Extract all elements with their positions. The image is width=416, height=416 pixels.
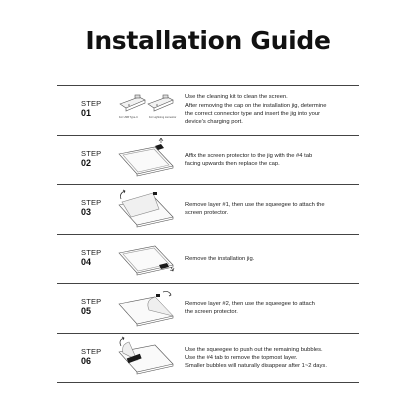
description-line: After removing the cap on the installation jig, determine <box>185 102 327 109</box>
description-line: device's charging port. <box>185 119 243 126</box>
layer-tab <box>156 294 160 297</box>
step-description <box>185 235 357 283</box>
description-line: Use the squeegee to push out the remaining bubbles. <box>185 346 323 353</box>
step-word: STEP <box>81 297 102 306</box>
description-line: the correct connector type and insert the jig into your <box>185 111 321 117</box>
jig-connectors-illustration <box>115 88 183 132</box>
step-word: STEP <box>81 347 102 356</box>
step-description <box>185 284 357 332</box>
affix-protector-illustration <box>115 138 183 182</box>
step-label <box>81 248 111 267</box>
caption-lightning: For Lightning connector <box>149 116 177 119</box>
step-word: STEP <box>81 99 102 108</box>
description-line: Smaller bubbles will naturally disappear after 1~2 days. <box>185 363 327 370</box>
description-line: Affix the screen protector to the jig with the #4 tab <box>185 152 313 159</box>
step-number: 04 <box>81 257 92 267</box>
step-description <box>185 334 357 382</box>
step-6 <box>57 334 359 382</box>
step-word: STEP <box>81 198 102 207</box>
step-label <box>81 149 111 168</box>
layer-tab <box>153 192 157 195</box>
step-description <box>185 185 357 233</box>
description-line: Use the cleaning kit to clean the screen. <box>185 94 288 101</box>
step-number: 02 <box>81 158 92 168</box>
description-line: Remove layer #1, then use the squeegee to attach the <box>185 201 325 208</box>
step-description <box>185 136 357 184</box>
description-line: facing upwards then replace the cap. <box>185 161 280 167</box>
peel-arrow <box>120 337 124 346</box>
step-number: 05 <box>81 306 92 316</box>
step-label <box>81 99 111 118</box>
peel-arrow <box>121 190 126 199</box>
description-line: screen protector. <box>185 210 229 216</box>
caption-usb-c: For USB Type-C <box>119 116 138 119</box>
peel-arrow <box>163 291 171 296</box>
step-3 <box>57 185 359 233</box>
step-4 <box>57 235 359 283</box>
step-number: 01 <box>81 108 92 118</box>
step-2 <box>57 136 359 184</box>
page-title: Installation Guide <box>85 26 331 55</box>
step-label <box>81 297 111 316</box>
up-arrow <box>159 138 163 143</box>
step-1 <box>57 86 359 134</box>
description-line: Use the #4 tab to remove the topmost layer. <box>185 354 298 361</box>
step-description <box>185 86 357 134</box>
remove-layer-1-illustration <box>115 187 183 231</box>
description-line: Remove the installation jig. <box>185 255 255 262</box>
divider <box>57 382 359 383</box>
step-label <box>81 347 111 366</box>
description-line: the screen protector. <box>185 309 238 315</box>
step-word: STEP <box>81 149 102 158</box>
step-5 <box>57 284 359 332</box>
step-word: STEP <box>81 248 102 257</box>
remove-jig-illustration <box>115 237 183 281</box>
step-number: 06 <box>81 356 92 366</box>
remove-layer-2-illustration <box>115 286 183 330</box>
step-number: 03 <box>81 207 92 217</box>
push-bubbles-illustration <box>115 336 183 380</box>
step-label <box>81 198 111 217</box>
description-line: Remove layer #2, then use the squeegee to attach <box>185 300 315 307</box>
